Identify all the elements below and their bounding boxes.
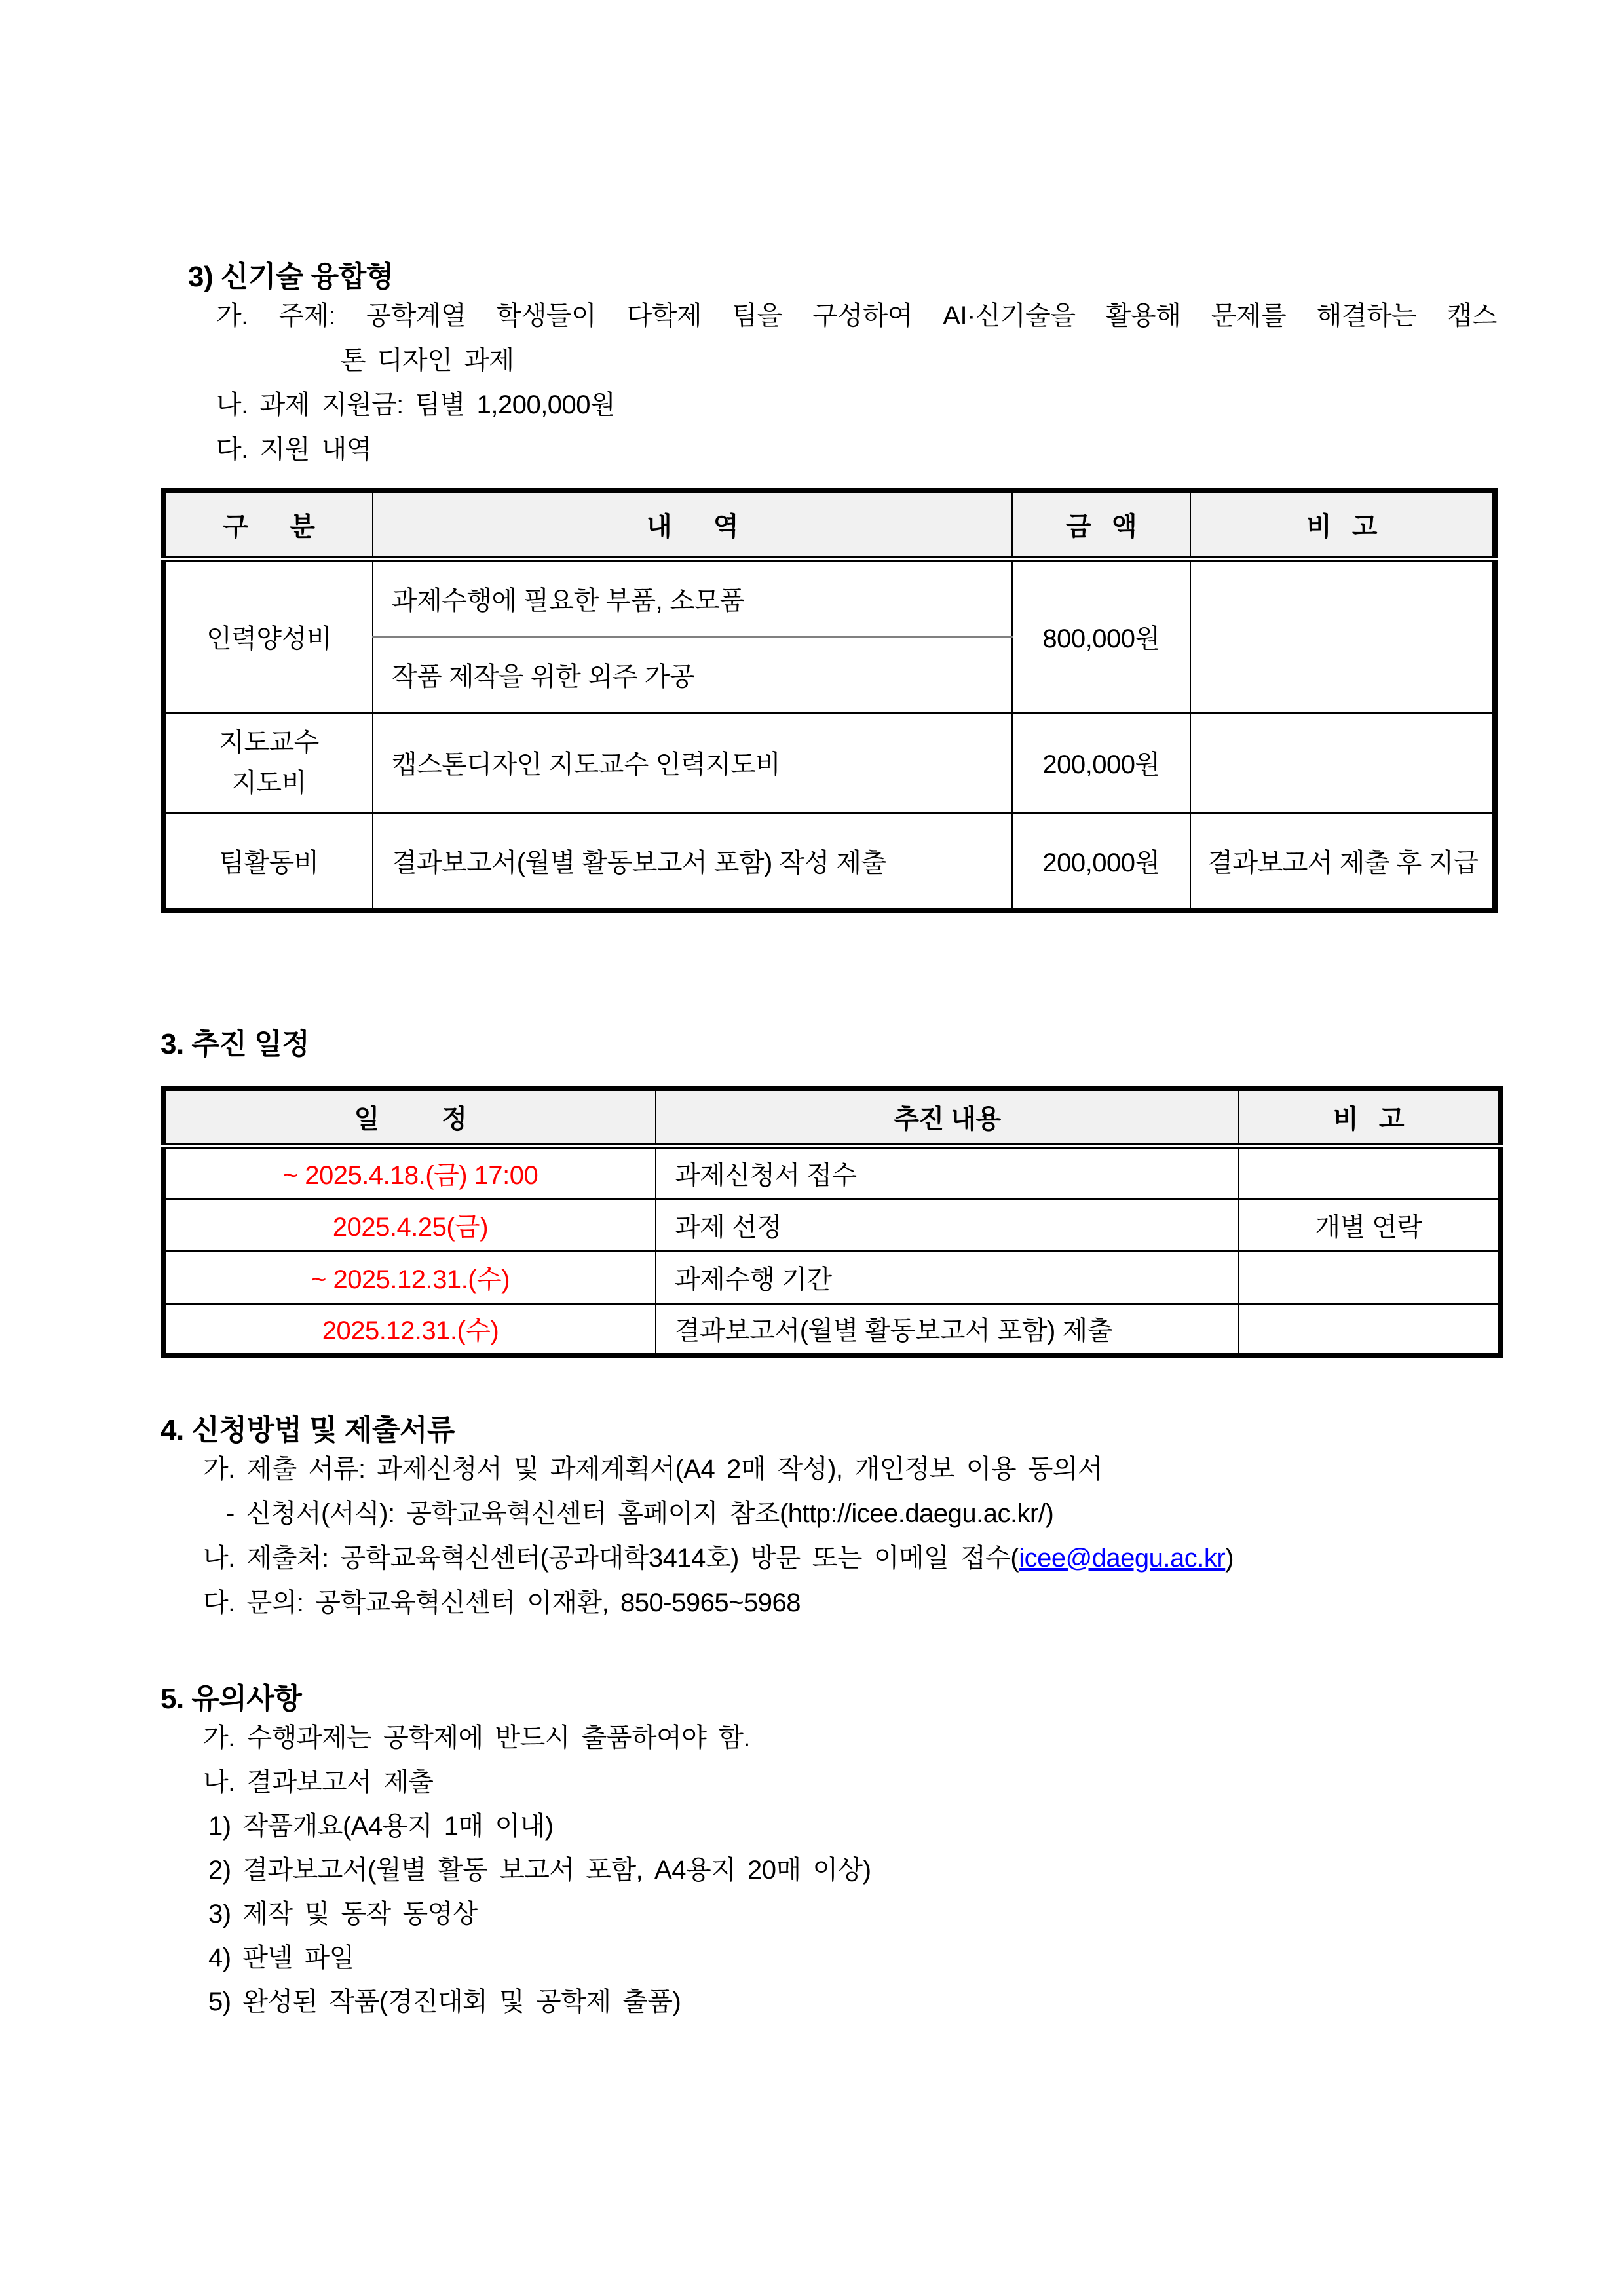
item-submission-place [203, 1536, 1498, 1580]
cell-detail-outsourcing: 작품 제작을 위한 외주 가공 [373, 637, 1012, 712]
item-submission-docs: 가. 제출 서류: 과제신청서 및 과제계획서(A4 2매 작성), 개인정보 이용 동의서 [203, 1455, 1103, 1483]
cell-category-team: 팀활동비 [163, 813, 373, 911]
schedule-table [161, 1086, 1503, 1358]
col-header-note: 비 고 [1239, 1088, 1500, 1146]
list-item: 3) 제작 및 동작 동영상 [208, 1900, 478, 1928]
cell-schedule-content: 과제수행 기간 [656, 1251, 1239, 1303]
cell-schedule-note: 개별 연락 [1239, 1198, 1500, 1251]
cell-schedule-note [1239, 1146, 1500, 1198]
cell-schedule-content: 결과보고서(월별 활동보고서 포함) 제출 [656, 1303, 1239, 1356]
item-application-form: - 신청서(서식): 공학교육혁신센터 홈페이지 참조(http://icee.daegu.ac.kr/) [226, 1499, 1054, 1528]
cell-schedule-note [1239, 1251, 1500, 1303]
list-item: 1) 작품개요(A4용지 1매 이내) [208, 1812, 554, 1841]
table-row [163, 1251, 1500, 1303]
item-exhibit-requirement: 가. 수행과제는 공학제에 반드시 출품하여야 함. [203, 1723, 750, 1752]
submission-place-closing: ) [1225, 1544, 1234, 1573]
col-header-category: 구 분 [163, 491, 373, 558]
submission-place-text: 나. 제출처: 공학교육혁신센터(공과대학3414호) 방문 또는 이메일 접수( [203, 1544, 1019, 1573]
cell-schedule-note [1239, 1303, 1500, 1356]
cell-schedule-content: 과제신청서 접수 [656, 1146, 1239, 1198]
cell-detail-advisor: 캡스톤디자인 지도교수 인력지도비 [373, 712, 1012, 813]
cell-schedule-date: 2025.12.31.(수) [163, 1303, 656, 1356]
table-row [163, 1303, 1500, 1356]
table-row [163, 712, 1495, 813]
section-heading-notes: 5. 유의사항 [161, 1683, 302, 1715]
cell-schedule-date: 2025.4.25(금) [163, 1198, 656, 1251]
col-header-note: 비 고 [1190, 491, 1495, 558]
section-heading-application: 4. 신청방법 및 제출서류 [161, 1414, 455, 1446]
col-header-amount: 금 액 [1012, 491, 1190, 558]
table-header-row [163, 491, 1495, 558]
cell-category-advisor-line2: 지도비 [231, 768, 307, 797]
cell-category-advisor [163, 712, 373, 813]
cell-schedule-date: ~ 2025.12.31.(수) [163, 1251, 656, 1303]
list-item: 2) 결과보고서(월별 활동 보고서 포함, A4용지 20매 이상) [208, 1856, 871, 1885]
item-report-submission: 나. 결과보고서 제출 [203, 1768, 434, 1797]
support-detail-table [161, 488, 1498, 913]
cell-category-training: 인력양성비 [163, 558, 373, 712]
cell-schedule-content: 과제 선정 [656, 1198, 1239, 1251]
item-support-detail-label: 다. 지원 내역 [216, 435, 371, 464]
col-header-content: 추진 내용 [656, 1088, 1239, 1146]
subsection-heading-new-tech: 3) 신기술 융합형 [188, 261, 394, 293]
item-topic-line1: 가. 주제: 공학계열 학생들이 다학제 팀을 구성하여 AI·신기술을 활용해 문제를 해결하는 캡스 [216, 301, 1497, 330]
col-header-detail: 내 역 [373, 491, 1012, 558]
cell-note-advisor [1190, 712, 1495, 813]
list-item: 5) 완성된 작품(경진대회 및 공학제 출품) [208, 1987, 681, 2016]
item-contact: 다. 문의: 공학교육혁신센터 이재환, 850-5965~5968 [203, 1588, 801, 1617]
cell-detail-parts: 과제수행에 필요한 부품, 소모품 [373, 558, 1012, 637]
section-heading-schedule: 3. 추진 일정 [161, 1028, 310, 1060]
cell-detail-team: 결과보고서(월별 활동보고서 포함) 작성 제출 [373, 813, 1012, 911]
document-content [161, 261, 1498, 2024]
cell-schedule-date: ~ 2025.4.18.(금) 17:00 [163, 1146, 656, 1198]
list-item: 4) 판넬 파일 [208, 1943, 354, 1972]
cell-category-advisor-line1: 지도교수 [219, 727, 319, 757]
cell-note-training [1190, 558, 1495, 712]
cell-amount-team: 200,000원 [1012, 813, 1190, 911]
col-header-date: 일 정 [163, 1088, 656, 1146]
item-grant-amount: 나. 과제 지원금: 팀별 1,200,000원 [216, 391, 616, 419]
table-header-row [163, 1088, 1500, 1146]
cell-note-team: 결과보고서 제출 후 지급 [1190, 813, 1495, 911]
cell-amount-advisor: 200,000원 [1012, 712, 1190, 813]
item-topic-line2: 톤 디자인 과제 [341, 346, 514, 375]
table-row [163, 1198, 1500, 1251]
email-link[interactable]: icee@daegu.ac.kr [1019, 1544, 1226, 1573]
table-row [163, 558, 1495, 637]
table-row [163, 813, 1495, 911]
table-row [163, 1146, 1500, 1198]
cell-amount-training: 800,000원 [1012, 558, 1190, 712]
